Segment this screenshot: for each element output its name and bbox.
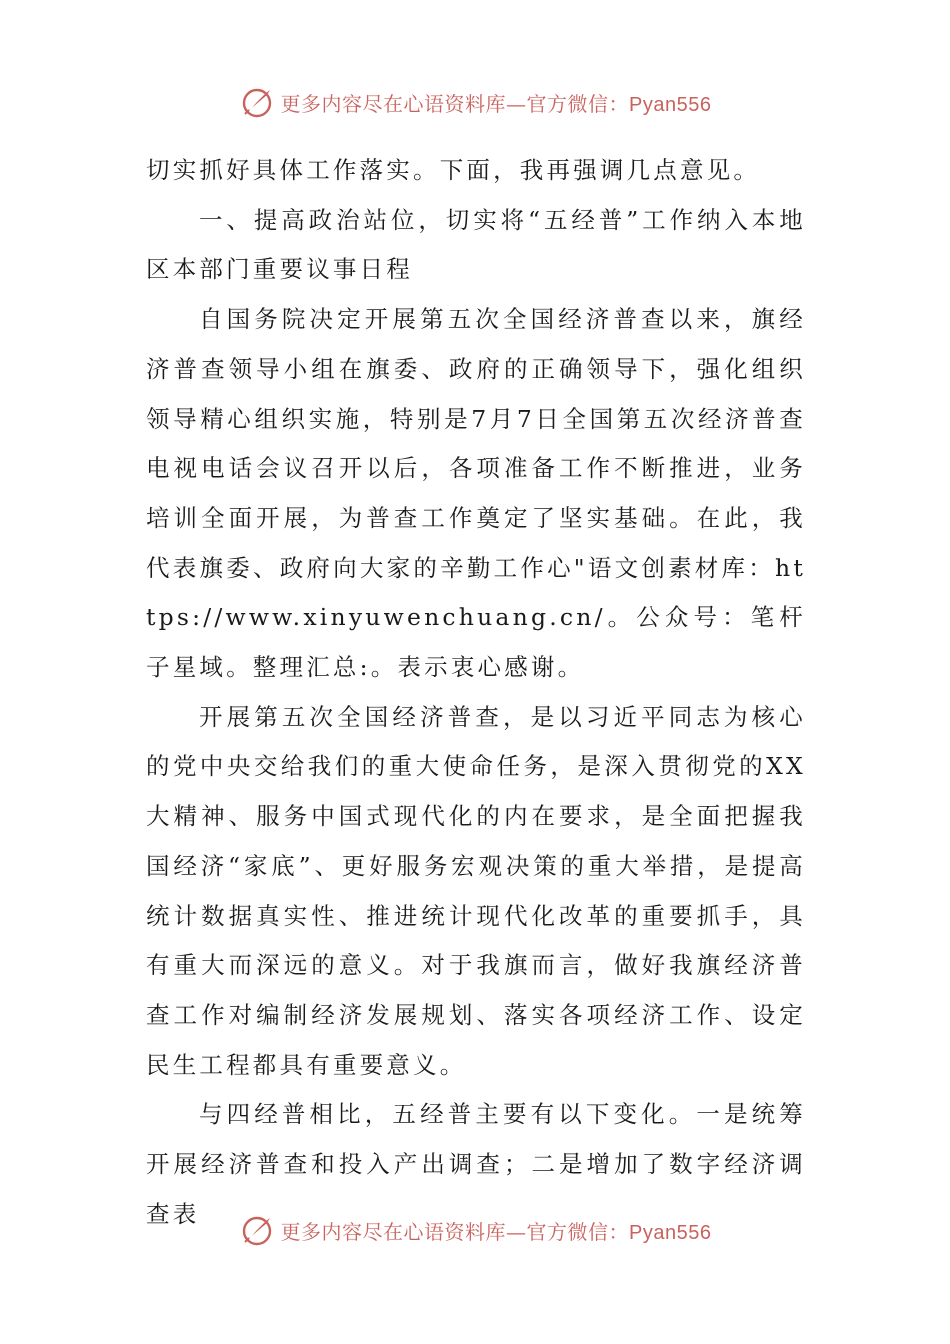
document-body xyxy=(146,146,806,1239)
header-banner xyxy=(0,82,950,122)
quill-pen-circle-icon xyxy=(239,1212,275,1248)
footer-banner xyxy=(0,1210,950,1250)
banner-text: 更多内容尽在心语资料库—官方微信：Pyan556 xyxy=(280,91,712,116)
banner-text: 更多内容尽在心语资料库—官方微信：Pyan556 xyxy=(280,1219,712,1244)
wechat-id: Pyan556 xyxy=(629,1221,712,1244)
paragraph-2: 自国务院决定开展第五次全国经济普查以来，旗经济普查领导小组在旗委、政府的正确领导下，强化组织领导精心组织实施，特别是7月7日全国第五次经济普查电视电话会议召开以后，各项准备工作不断推进，业务培训全面开展，为普查工作奠定了坚实基础。在此，我代表旗委、政府向大家的辛勤工作心"语文创素材库：https://www.xinyuwenchuang.cn/。公众号：笔杆子星域。整理汇总:。表示衷心感谢。 xyxy=(146,305,806,682)
quill-pen-circle-icon xyxy=(239,84,275,120)
wechat-id: Pyan556 xyxy=(629,93,712,116)
section-heading-1: 一、提高政治站位，切实将“五经普”工作纳入本地区本部门重要议事日程 xyxy=(146,205,806,284)
paragraph-1: 切实抓好具体工作落实。下面，我再强调几点意见。 xyxy=(146,156,761,184)
paragraph-4: 与四经普相比，五经普主要有以下变化。一是统筹开展经济普查和投入产出调查；二是增加了数字经济调查表 xyxy=(146,1100,806,1228)
paragraph-3: 开展第五次全国经济普查，是以习近平同志为核心的党中央交给我们的重大使命任务，是深入贯彻党的XX大精神、服务中国式现代化的内在要求，是全面把握我国经济“家底”、更好服务宏观决策的重大举措，是提高统计数据真实性、推进统计现代化改革的重要抓手，具有重大而深远的意义。对于我旗而言，做好我旗经济普查工作对编制经济发展规划、落实各项经济工作、设定民生工程都具有重要意义。 xyxy=(146,702,806,1079)
